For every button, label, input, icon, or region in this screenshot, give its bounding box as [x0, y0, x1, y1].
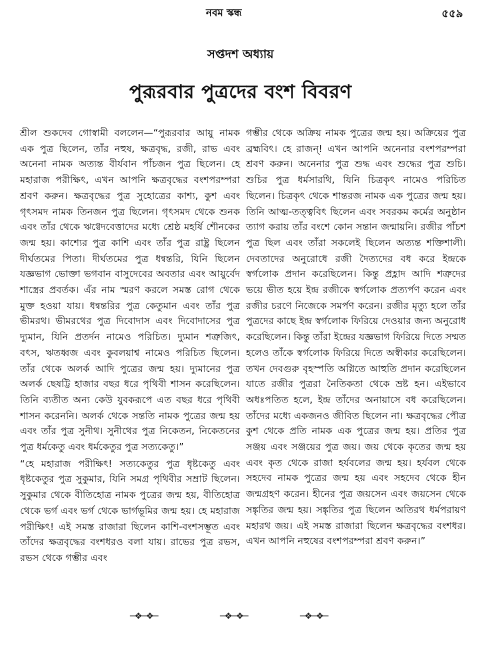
footer-ornament-left: ─❖─❖─ — [130, 612, 158, 622]
right-paragraph-1: গম্ভীর থেকে অক্রিয় নামক পুত্রের জন্ম হয়। অক্রিয়ের পুত্র ব্রহ্মবিৎ। হে রাজন্! এখন আপনি অনেনার বংশপরম্পরা শ্রবণ করুন। অনেনার পুত্র শুদ্ধ এবং শুদ্ধের পুত্র শুচি। শুচির পুত্র ধর্মসারথি, যিনি চিত্রকৃৎ নামেও পরিচিত ছিলেন। চিত্রকৃৎ থেকে শান্তরজ নামক এক পুত্রের জন্ম হয়। তিনি আত্ম-তত্ত্ববিৎ ছিলেন এবং সবরকম কর্মের অনুষ্ঠান ত্যাগ করায় তাঁর বংশে কোন সন্তান জন্মায়নি। রজীর পাঁচশ পুত্র ছিল এবং তাঁরা সকলেই ছিলেন অত্যন্ত শক্তিশালী। দেবতাদের অনুরোধে রজী দৈত্যদের বধ করে ইন্দ্রকে স্বর্গলোক প্রদান করেছিলেন। কিন্তু প্রহ্লাদ আদি শত্রুদের ভয়ে ভীত হয়ে ইন্দ্র রজীকে স্বর্গলোক প্রত্যর্পণ করেন এবং রজীর চরণে নিজেকে সমর্পণ করেন। রজীর মৃত্যু হলে তাঁর পুত্রদের কাছে ইন্দ্র স্বর্গলোক ফিরিয়ে দেওয়ার জন্য অনুরোধ করেছিলেন। কিন্তু তাঁরা ইন্দ্রের যজ্ঞভাগ ফিরিয়ে দিতে সম্মত হলেও তাঁকে স্বর্গলোক ফিরিয়ে দিতে অস্বীকার করেছিলেন। তখন দেবগুরু বৃহস্পতি অগ্নিতে আহুতি প্রদান করেছিলেন যাতে রজীর পুত্ররা নৈতিকতা থেকে ভ্রষ্ট হন। এইভাবে অধঃপতিত হলে, ইন্দ্র তাঁদের অনায়াসে বধ করেছিলেন। তাঁদের মধ্যে একজনও জীবিত ছিলেন না। ক্ষত্রবৃদ্ধের পৌত্র কুশ থেকে প্রতি নামক এক পুত্রের জন্ম হয়। প্রতির পুত্র সঞ্জয় এবং সঞ্জয়ের পুত্র জয়। জয় থেকে কৃতের জন্ম হয় এবং কৃত থেকে রাজা হর্যবলের জন্ম হয়। হর্যবল থেকে সহদেব নামক পুত্রের জন্ম হয় এবং সহদেব থেকে হীন জন্মগ্রহণ করেন। হীনের পুত্র জয়সেন এবং জয়সেন থেকে সঙ্কৃতির জন্ম হয়। সঙ্কৃতির পুত্র ছিলেন অতিরথ ধর্মপরায়ণ মহারথ জয়। এই সমস্ত রাজারা ছিলেন ক্ষত্রবৃদ্ধের বংশধর। এখন আপনি নহুষের বংশপরম্পরা শ্রবণ করুন।” — [246, 128, 466, 548]
left-paragraph-1: শ্রীল শুকদেব গোস্বামী বললেন—“পুরূরবার আয়ু নামক এক পুত্র ছিলেন, তাঁর নহুষ, ক্ষত্রবৃদ্ধ, রজী, রাভ এবং অনেনা নামক অত্যন্ত বীর্যবান পাঁচজন পুত্র ছিলেন। হে মহারাজ পরীক্ষিৎ, এখন আপনি ক্ষত্রবৃদ্ধের বংশপরম্পরা শ্রবণ করুন। ক্ষত্রবৃদ্ধের পুত্র সুহোত্রের কাশ্য, কুশ এবং গৃৎসমদ নামক তিনজন পুত্র ছিলেন। গৃৎসমদ থেকে শুনক এবং তাঁর থেকে ঋগ্বেদবেত্তাদের মধ্যে শ্রেষ্ঠ মহর্ষি শৌনকের জন্ম হয়। কাশ্যের পুত্র কাশি এবং তাঁর পুত্র রাষ্ট্র ছিলেন দীর্ঘতমের পিতা। দীর্ঘতমের পুত্র ধন্বন্তরি, যিনি ছিলেন যজ্ঞভাগ ভোক্তা ভগবান বাসুদেবের অবতার এবং আয়ুর্বেদ শাস্ত্রের প্রবর্তক। এঁর নাম স্মরণ করলে সমস্ত রোগ থেকে মুক্ত হওয়া যায়। ধন্বন্তরির পুত্র কেতুমান এবং তাঁর পুত্র ভীমরথ। ভীমরথের পুত্র দিবোদাস এবং দিবোদাসের পুত্র দ্যুমান, যিনি প্রতর্দন নামেও পরিচিত। দ্যুমান শত্রুজিৎ, বৎস, ঋতধ্বজ এবং কুবলয়াশ্ব নামেও পরিচিত ছিলেন। তাঁর থেকে অলর্ক আদি পুত্রের জন্ম হয়। দ্যুমানের পুত্র অলর্ক ছেষট্টি হাজার বছর ধরে পৃথিবী শাসন করেছিলেন। তিনি ব্যতীত অন্য কেউ যুবকরূপে এত বছর ধরে পৃথিবী শাসন করেননি। অলর্ক থেকে সন্ততি নামক পুত্রের জন্ম হয় এবং তাঁর পুত্র সুনীথ। সুনীথের পুত্র নিকেতন, নিকেতনের পুত্র ধর্মকেতু এবং ধর্মকেতুর পুত্র সত্যকেতু।” — [20, 128, 240, 454]
chapter-title: পুরূরবার পুত্রদের বংশ বিবরণ — [129, 81, 352, 103]
left-text-column — [20, 126, 240, 567]
footer-ornaments — [0, 612, 481, 622]
right-text-column — [246, 126, 466, 550]
footer-ornament-middle: ─❖─❖─ — [220, 612, 248, 622]
footer-ornament-right: ─❖─❖─ — [300, 612, 328, 622]
running-header-title: নবম স্কন্ধ — [206, 8, 242, 19]
left-paragraph-2: “হে মহারাজ পরীক্ষিৎ! সত্যকেতুর পুত্র ধৃষ্টকেতু এবং ধৃষ্টকেতুর পুত্র সুকুমার, যিনি সমগ্র পৃথিবীর সম্রাট ছিলেন। সুকুমার থেকে বীতিহোত্র নামক পুত্রের জন্ম হয়, বীতিহোত্র থেকে ভর্গ এবং ভর্গ থেকে ভার্গভূমির জন্ম হয়। হে মহারাজ পরীক্ষিৎ! এই সমস্ত রাজারা ছিলেন কাশি-বংশসম্ভূত এবং তাঁদের ক্ষত্রবৃদ্ধের বংশধরও বলা যায়। রাভের পুত্র রভস, রভস থেকে গম্ভীর এবং — [20, 458, 240, 564]
page-number: ৫৫৯ — [441, 7, 463, 20]
chapter-label: সপ্তদশ অধ্যায় — [207, 47, 274, 61]
